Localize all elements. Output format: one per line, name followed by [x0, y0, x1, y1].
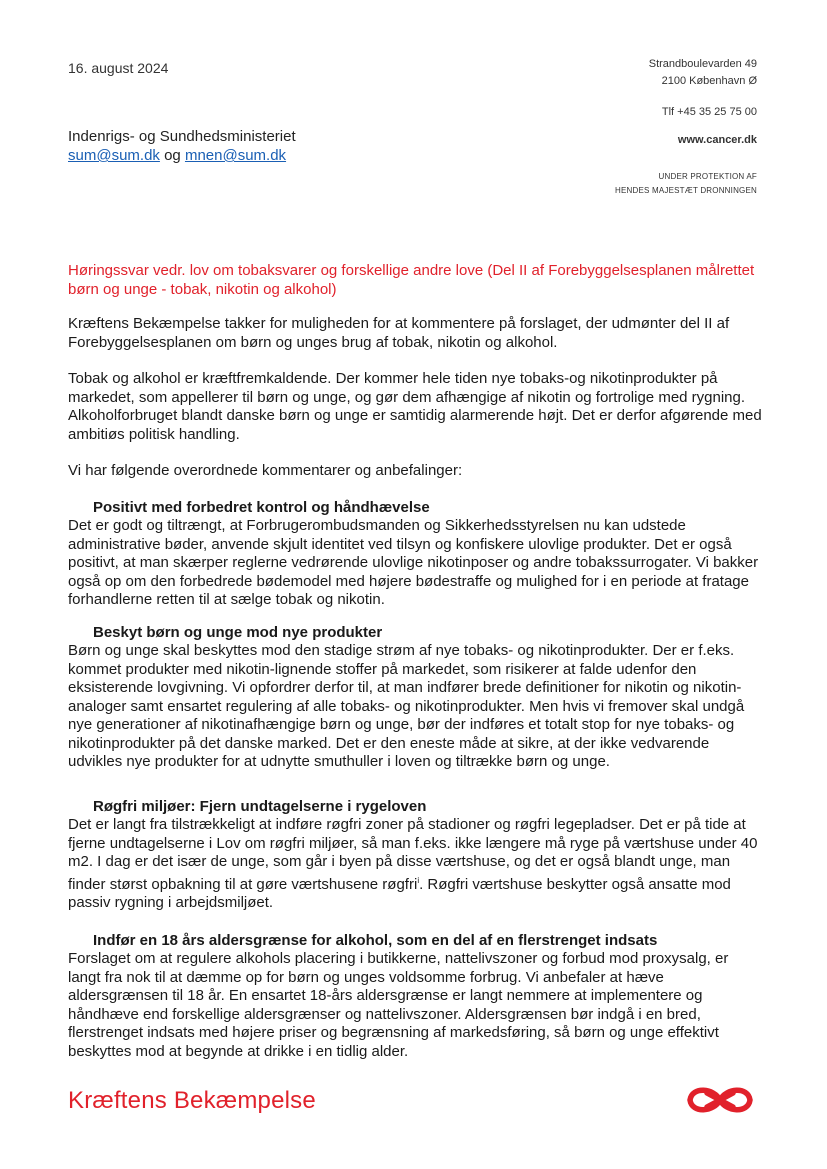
recipient-email-joiner: og — [159, 147, 185, 164]
section-text — [68, 816, 762, 913]
footnote-marker[interactable]: i — [417, 875, 420, 885]
sender-city: 2100 København Ø — [661, 75, 757, 87]
section — [68, 798, 762, 913]
section — [68, 499, 762, 610]
section — [68, 932, 762, 1062]
infinity-cross-logo-icon — [684, 1080, 756, 1120]
sender-protection-line2: HENDES MAJESTÆT DRONNINGEN — [615, 186, 757, 195]
recipient-email-link-1[interactable]: sum@sum.dk — [68, 147, 160, 164]
paragraph: Tobak og alkohol er kræftfremkaldende. Der kommer hele tiden nye tobaks-og nikotinprodukter på markedet, som appellerer til børn og unge, og gør dem afhængige af nikotin og fortrolige med rygning. Alkoholforbruget blandt danske børn og unge er samtidig alarmerende højt. Det er derfor afgørende med ambitiøs politisk handling. — [68, 370, 762, 443]
recipient-email-link-2[interactable]: mnen@sum.dk — [184, 147, 287, 164]
section-text-main: Det er langt fra tilstrækkeligt at indføre røgfri zoner på stadioner og røgfri legepladser. Det er på tide at fjerne undtagelserne i Lov om røgfri miljøer, så man f.eks. ikke længere må ryge på værtshuse under 40 m2. I dag er det især de unge, som går i byen på disse værtshuse, og det er også blandt unge, man finder størst opbakning til at gøre værtshusene røgfri — [68, 816, 758, 893]
section-heading: Røgfri miljøer: Fjern undtagelserne i rygeloven — [93, 797, 427, 815]
section-text-tail: . Røgfri værtshuse beskytter også ansatte mod passiv rygning i arbejdsmiljøet. — [68, 875, 731, 911]
sender-street: Strandboulevarden 49 — [648, 58, 757, 70]
letter-subject: Høringssvar vedr. lov om tobaksvarer og forskellige andre love (Del II af Forebyggelsesplanen målrettet børn og unge - tobak, nikotin og alkohol) — [68, 262, 755, 298]
section-heading: Positivt med forbedret kontrol og håndhævelse — [93, 498, 430, 516]
sender-protection-line1: UNDER PROTEKTION AF — [658, 172, 757, 181]
letter-date: 16. august 2024 — [68, 60, 169, 76]
sender-phone: Tlf +45 35 25 75 00 — [661, 106, 757, 118]
footer-brand-wordmark: Kræftens Bekæmpelse — [68, 1087, 316, 1114]
section — [68, 624, 762, 772]
sender-website: www.cancer.dk — [677, 134, 757, 146]
paragraph: Kræftens Bekæmpelse takker for muligheden for at kommentere på forslaget, der udmønter del II af Forebyggelsesplanen om børn og unges brug af tobak, nikotin og alkohol. — [68, 315, 730, 351]
sender-address-block — [615, 56, 757, 198]
section-heading: Beskyt børn og unge mod nye produkter — [93, 623, 383, 641]
section-text: Forslaget om at regulere alkohols placering i butikkerne, nattelivszoner og forbud mod proxysalg, er langt fra nok til at dæmme op for børn og unges voldsomme forbrug. Vi anbefaler at hæve aldersgrænsen til 18 år. En ensartet 18-års aldersgrænse er langt nemmere at implementere og håndhæve end forskellige aldersgrænser og nattelivszoner. Aldersgrænsen bør indgå i en bred, flerstrenget indsats med højere priser og begrænsning af markedsføring, så børn og unge effektivt beskyttes mod at begynde at drikke i en tidlig alder. — [68, 950, 729, 1060]
letter-body — [68, 315, 762, 1075]
paragraph: Vi har følgende overordnede kommentarer og anbefalinger: — [68, 462, 463, 479]
section-text: Det er godt og tiltrængt, at Forbrugerombudsmanden og Sikkerhedsstyrelsen nu kan udstede administrative bøder, anvende skjult identitet ved tilsyn og konfiskere ulovlige produkter. Det er også positivt, at man skærper reglerne vedrørende ulovlige nikotinposer og andre tobakssurrogater. Vi bakker også op om den forbedrede bødemodel med højere bødestraffe og mulighed for i en periode at fratage forhandlerne retten til at sælge tobak og nikotin. — [68, 517, 759, 608]
section-text: Børn og unge skal beskyttes mod den stadige strøm af nye tobaks- og nikotinprodukter. Der er f.eks. kommet produkter med nikotin-lignende stoffer på markedet, som risikerer at falde udenfor den eksisterende lovgivning. Vi opfordrer derfor til, at man indfører brede definitioner for nikotin og nikotin-analoger samt ensartet regulering af alle tobaks- og nikotinprodukter. Men hvis vi fremover skal undgå nye generationer af nikotinafhængige børn og unge, bør der indføres et totalt stop for nye tobaks- og nikotinprodukter på det danske marked. Det er den eneste måde at sikre, at der ikke vedvarende udvikles nye produkter for at udnytte smuthuller i loven og tiltrække børn og unge. — [68, 642, 745, 770]
section-heading: Indfør en 18 års aldersgrænse for alkohol, som en del af en flerstrenget indsats — [93, 931, 658, 949]
recipient-block — [68, 127, 296, 165]
recipient-name: Indenrigs- og Sundhedsministeriet — [68, 128, 296, 145]
recipient-emails — [68, 146, 296, 165]
